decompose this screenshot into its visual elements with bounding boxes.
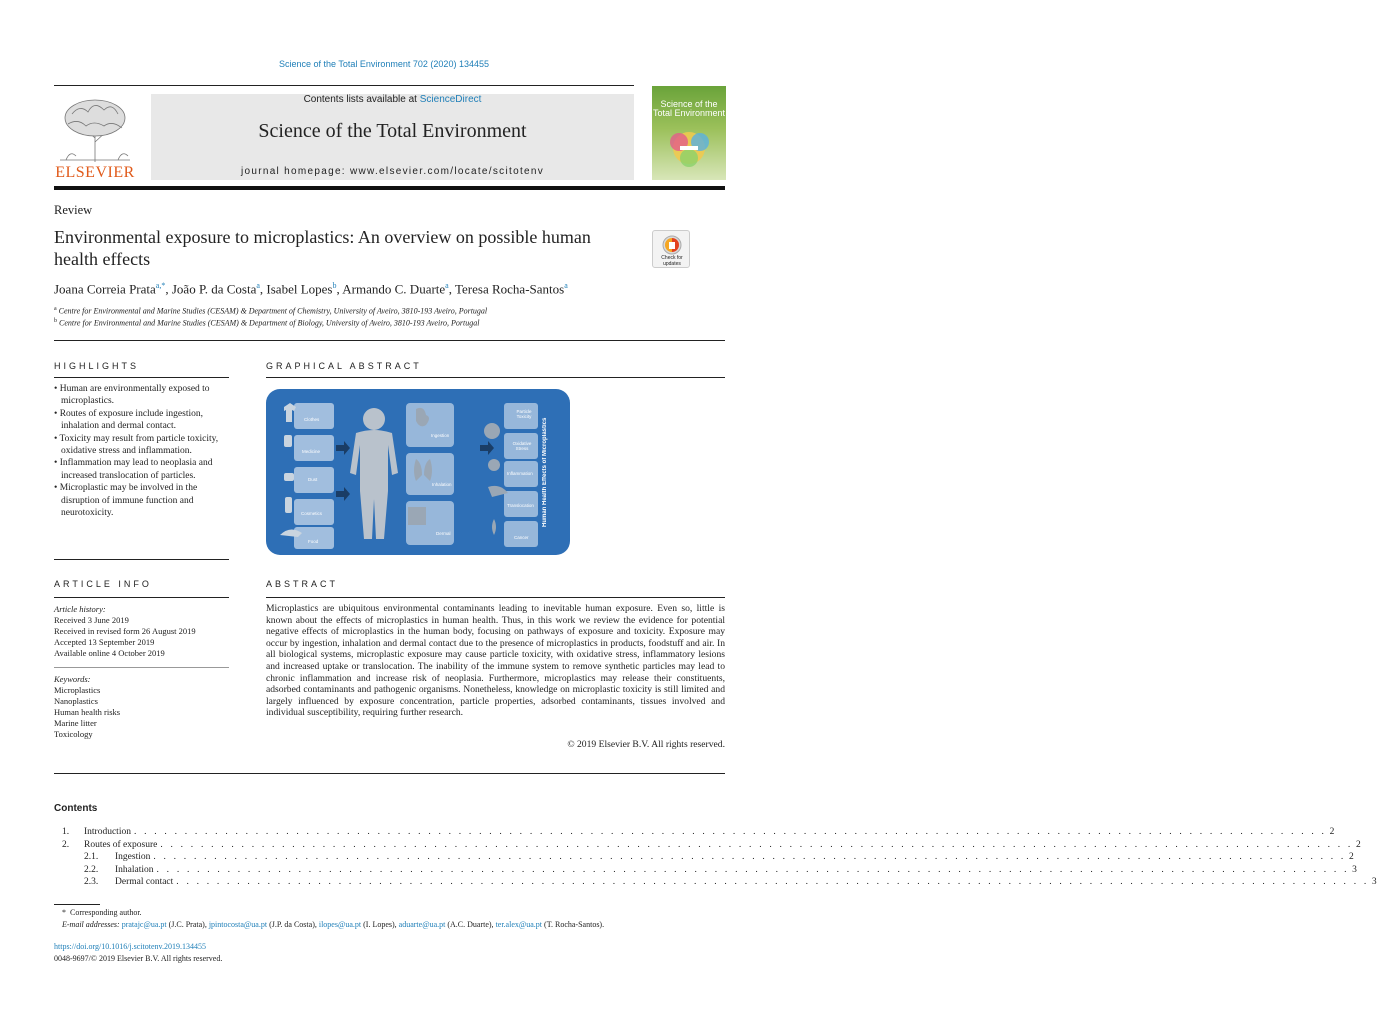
keywords-block: [54, 674, 229, 740]
section-divider: [54, 340, 725, 341]
masthead-thick-rule: [54, 186, 725, 190]
ga-effect-label: Oxidative Stress: [512, 441, 532, 451]
history-label: Article history:: [54, 604, 106, 614]
toc-label: Inhalation: [115, 865, 154, 875]
toc-number: 1.: [62, 827, 70, 837]
author-name: Teresa Rocha-Santos: [455, 281, 565, 297]
footnote-star: *: [62, 908, 66, 917]
author-list: Joana Correia Prata$^{a,*}$, João P. da Costa$^a$, Isabel Lopes$^b$, Armando C. Duarte$^a$, Teresa Rocha-Santos$^a$: [54, 281, 568, 297]
toc-leader: . . . . . . . . . . . . . . . . . . . . . . . . . . . . . . . . . . . . . . . . . . . . . . . . . . . . . . . . . . . . . . . . . . . . . . . . . . . . . . . . . . . . . . . . . . . . . . . . . . . . . . . . . . . . . . . . . . . . . .: [160, 840, 1353, 850]
toc-number: 2.2.: [84, 865, 99, 875]
ga-source-label: Cosmetics: [301, 511, 323, 516]
keyword: Nanoplastics: [54, 696, 98, 706]
toc-page: 3: [1371, 877, 1377, 887]
email-owner: (J.C. Prata),: [168, 920, 207, 929]
highlights-list: [54, 383, 229, 519]
corresponding-text: Corresponding author.: [70, 908, 142, 917]
keywords-label: Keywords:: [54, 674, 91, 684]
highlight-item: • Microplastic may be involved in the disruption of immune function and neurotoxicity.: [54, 482, 229, 519]
email-owner: (A.C. Duarte),: [447, 920, 494, 929]
abstract-rule: [266, 597, 725, 598]
header-rule: [54, 85, 634, 86]
toc-leader: . . . . . . . . . . . . . . . . . . . . . . . . . . . . . . . . . . . . . . . . . . . . . . . . . . . . . . . . . . . . . . . . . . . . . . . . . . . . . . . . . . . . . . . . . . . . . . . . . . . . . . . . . . . . . . . . . . . . . .: [133, 827, 1327, 837]
contents-top-rule: [54, 773, 725, 774]
author-name: Joana Correia Prata: [54, 281, 156, 297]
abstract-copyright: © 2019 Elsevier B.V. All rights reserved.: [567, 739, 725, 750]
highlight-item: • Human are environmentally exposed to microplastics.: [54, 383, 229, 408]
ga-effect-label: Particle Toxicity: [516, 409, 532, 419]
affiliation-text: Centre for Environmental and Marine Studies (CESAM) & Department of Biology, University of Aveiro, 3810-193 Aveiro, Portugal: [59, 318, 480, 328]
keyword: Marine litter: [54, 718, 97, 728]
article-type: Review: [54, 203, 93, 217]
toc-entry[interactable]: [54, 840, 1361, 853]
email-owner: (T. Rocha-Santos).: [544, 920, 605, 929]
highlights-end-rule: [54, 559, 229, 560]
highlight-item: • Inflammation may lead to neoplasia and increased translocation of particles.: [54, 457, 229, 482]
ga-effect-label: Inflammation: [507, 471, 533, 476]
contents-prefix: Contents lists available at: [303, 94, 420, 105]
history-line: Received in revised form 26 August 2019: [54, 626, 196, 636]
abstract-text: Microplastics are ubiquitous environmental contaminants leading to inevitable human exposure. Even so, little is known about the effects of microplastics in human health. Thus, in this work we review the evidence for potential negative effects of microplastics in the human body, focusing on pathways of exposure and toxicity. Exposure may occur by ingestion, inhalation and dermal contact due to the presence of microplastics in products, foodstuff and air. In all biological systems, microplastic exposure may cause particle toxicity, with oxidative stress, inflammatory lesions and increased uptake or translocation. The inability of the immune system to remove synthetic particles may lead to chronic inflammation and increase risk of neoplasia. Furthermore, microplastics may release their constituents, adsorbed contaminants and pathogenic organisms. Nonetheless, knowledge on microplastic toxicity is still limited and largely influenced by exposure concentration, particle properties, adsorbed contaminants, tissues involved and individual susceptibility, requiring further research.: [266, 603, 725, 719]
email-owner: (J.P. da Costa),: [269, 920, 317, 929]
author-name: Armando C. Duarte: [342, 281, 446, 297]
sciencedirect-link[interactable]: ScienceDirect: [419, 94, 482, 105]
ga-source-label: Medicine: [302, 449, 321, 454]
ga-side-title: Human Health Effects of Microplastics: [542, 417, 548, 527]
author-name: João P. da Costa: [171, 281, 257, 297]
toc-entry[interactable]: [54, 865, 1357, 878]
history-line: Available online 4 October 2019: [54, 648, 165, 658]
graphical-abstract-rule: [266, 377, 725, 378]
article-info-heading: ARTICLE INFO: [54, 579, 152, 589]
toc-page: 2: [1348, 852, 1354, 862]
article-info-rule: [54, 597, 229, 598]
toc-label: Routes of exposure: [84, 840, 158, 850]
email-addresses-line: [62, 920, 604, 929]
ga-route-label: Dermal: [436, 531, 451, 536]
keyword: Toxicology: [54, 729, 93, 739]
affiliation-mark: a: [54, 306, 57, 312]
graphical-abstract-heading: GRAPHICAL ABSTRACT: [266, 361, 422, 371]
journal-homepage[interactable]: journal homepage: www.elsevier.com/locate/scitotenv: [240, 166, 545, 177]
ga-effect-label: Cancer: [514, 535, 529, 540]
email-link[interactable]: aduarte@ua.pt: [398, 920, 446, 929]
journal-title: Science of the Total Environment: [258, 120, 527, 142]
highlight-item: • Routes of exposure include ingestion, inhalation and dermal contact.: [54, 408, 229, 433]
history-line: Received 3 June 2019: [54, 615, 129, 625]
author-affiliation-mark[interactable]: a,*: [155, 281, 166, 290]
toc-page: 2: [1355, 840, 1361, 850]
check-for-updates-badge[interactable]: [652, 230, 690, 268]
toc-number: 2.1.: [84, 852, 99, 862]
doi-link[interactable]: https://doi.org/10.1016/j.scitotenv.2019.134455: [54, 942, 206, 951]
toc-number: 2.: [62, 840, 70, 850]
author-name: Isabel Lopes: [266, 281, 333, 297]
toc-label: Ingestion: [115, 852, 151, 862]
email-link[interactable]: jpintocosta@ua.pt: [208, 920, 268, 929]
abstract-heading: ABSTRACT: [266, 579, 339, 589]
contents-heading: Contents: [54, 803, 98, 814]
affiliation-b: [54, 318, 479, 328]
cover-title: Science of the Total Environment: [652, 99, 726, 118]
article-history: [54, 604, 229, 659]
ga-effect-label: Translocation: [507, 503, 534, 508]
contents-available-line: [151, 94, 634, 105]
affiliation-mark: b: [54, 318, 57, 324]
toc-entry[interactable]: [54, 852, 1354, 865]
email-link[interactable]: ter.alex@ua.pt: [495, 920, 543, 929]
toc-label: Dermal contact: [115, 877, 174, 887]
toc-page: 3: [1352, 865, 1357, 875]
history-line: Accepted 13 September 2019: [54, 637, 155, 647]
badge-label: Check for updates: [661, 255, 683, 267]
issn-copyright: 0048-9697/© 2019 Elsevier B.V. All rights reserved.: [54, 954, 223, 963]
author-affiliation-mark[interactable]: a: [445, 281, 449, 290]
keyword: Microplastics: [54, 685, 101, 695]
affiliation-a: [54, 306, 487, 316]
toc-label: Introduction: [84, 827, 131, 837]
highlights-heading: HIGHLIGHTS: [54, 361, 140, 371]
toc-leader: . . . . . . . . . . . . . . . . . . . . . . . . . . . . . . . . . . . . . . . . . . . . . . . . . . . . . . . . . . . . . . . . . . . . . . . . . . . . . . . . . . . . . . . . . . . . . . . . . . . . . . . . . . . . . . . . . . . . . .: [153, 852, 1346, 862]
ga-source-label: Food: [308, 539, 319, 544]
affiliation-text: Centre for Environmental and Marine Studies (CESAM) & Department of Chemistry, University of Aveiro, 3810-193 Aveiro, Portugal: [58, 306, 488, 316]
ga-route-label: Inhalation: [432, 482, 452, 487]
corresponding-author-note: [62, 908, 142, 917]
author-affiliation-mark[interactable]: b: [332, 281, 337, 290]
email-link[interactable]: pratajc@ua.pt: [121, 920, 167, 929]
toc-entry[interactable]: [54, 827, 1335, 840]
ga-source-label: Dust: [308, 477, 318, 482]
email-label: E-mail addresses:: [62, 920, 120, 929]
article-title: Environmental exposure to microplastics: An overview on possible human health effects: [54, 227, 591, 269]
author-affiliation-mark[interactable]: a: [256, 281, 260, 290]
ga-source-label: Clothes: [304, 417, 320, 422]
email-link[interactable]: ilopes@ua.pt: [318, 920, 362, 929]
toc-leader: . . . . . . . . . . . . . . . . . . . . . . . . . . . . . . . . . . . . . . . . . . . . . . . . . . . . . . . . . . . . . . . . . . . . . . . . . . . . . . . . . . . . . . . . . . . . . . . . . . . . . . . . . . . . . . . . . . . . . .: [176, 877, 1369, 887]
toc-entry[interactable]: [54, 877, 1377, 890]
toc-page: 2: [1329, 827, 1335, 837]
journal-citation[interactable]: Science of the Total Environment 702 (2020) 134455: [279, 59, 489, 69]
toc-number: 2.3.: [84, 877, 99, 887]
highlights-rule: [54, 377, 229, 378]
toc-leader: . . . . . . . . . . . . . . . . . . . . . . . . . . . . . . . . . . . . . . . . . . . . . . . . . . . . . . . . . . . . . . . . . . . . . . . . . . . . . . . . . . . . . . . . . . . . . . . . . . . . . . . . . . . . . . . . . . . . . .: [156, 865, 1350, 875]
highlight-item: • Toxicity may result from particle toxicity, oxidative stress and inflammation.: [54, 433, 229, 458]
footnote-rule: [54, 904, 100, 905]
ga-route-label: Ingestion: [431, 433, 450, 438]
keyword: Human health risks: [54, 707, 121, 717]
email-owner: (I. Lopes),: [363, 920, 397, 929]
info-divider: [54, 667, 229, 668]
elsevier-wordmark: ELSEVIER: [55, 164, 135, 181]
graphical-abstract-figure[interactable]: [266, 389, 570, 555]
author-affiliation-mark[interactable]: a: [564, 281, 568, 290]
